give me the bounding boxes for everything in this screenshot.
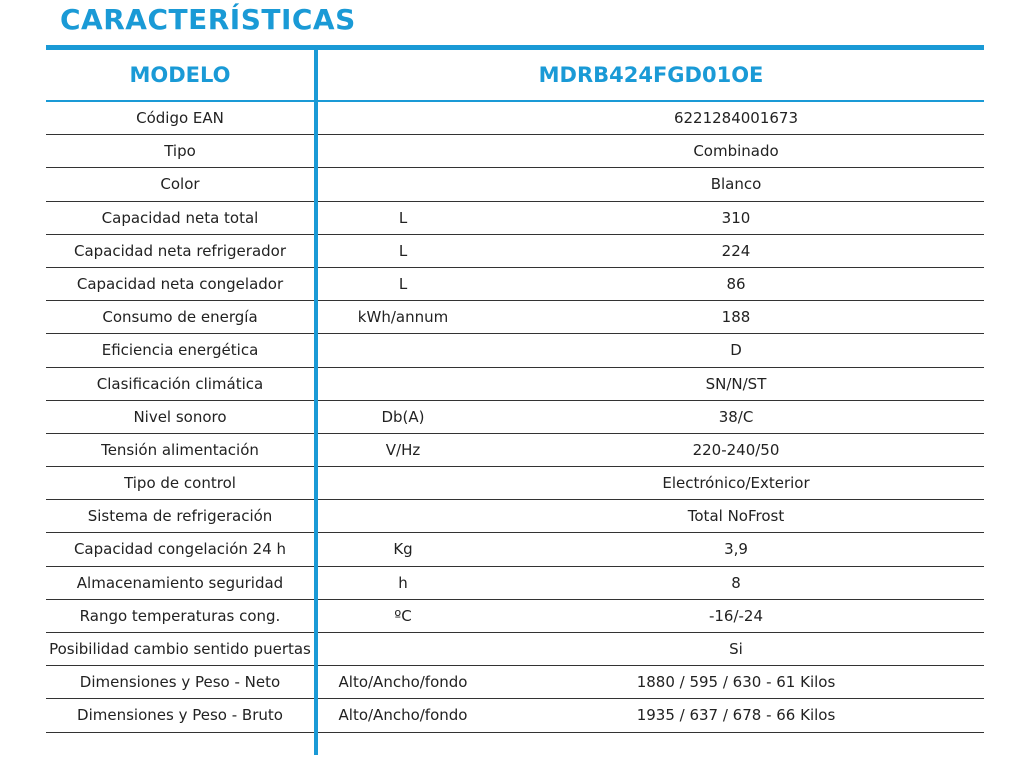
- spec-value: SN/N/ST: [705, 374, 767, 393]
- spec-value: -16/-24: [708, 606, 764, 625]
- spec-value: 38/C: [718, 407, 754, 426]
- spec-label: Clasificación climática: [96, 374, 264, 393]
- spec-label: Código EAN: [136, 109, 224, 127]
- table-row: [46, 334, 984, 367]
- spec-unit: Kg: [393, 540, 413, 559]
- spec-unit: [318, 135, 488, 168]
- table-row: [46, 202, 984, 235]
- table-row: [46, 268, 984, 301]
- spec-table: [46, 102, 984, 733]
- spec-value: 6221284001673: [673, 109, 799, 127]
- spec-label: Capacidad neta congelador: [76, 274, 284, 293]
- spec-unit: kWh/annum: [357, 308, 449, 327]
- spec-unit: [318, 467, 488, 500]
- spec-unit: h: [398, 573, 408, 592]
- spec-value: Combinado: [693, 142, 779, 161]
- table-row: [46, 368, 984, 401]
- spec-value: 220-240/50: [692, 440, 780, 459]
- header-model-label: MODELO: [129, 63, 231, 87]
- spec-label: Consumo de energía: [102, 308, 258, 327]
- table-row: [46, 102, 984, 135]
- spec-unit: L: [398, 274, 408, 293]
- spec-value: 1935 / 637 / 678 - 66 Kilos: [636, 706, 836, 725]
- spec-value: 8: [731, 573, 741, 592]
- spec-value: 310: [721, 208, 751, 227]
- spec-label: Eficiencia energética: [101, 341, 259, 360]
- table-row: [46, 168, 984, 201]
- spec-unit: L: [398, 241, 408, 260]
- spec-value: D: [730, 341, 742, 360]
- spec-label: Posibilidad cambio sentido puertas: [49, 640, 311, 658]
- spec-value: Blanco: [710, 175, 762, 194]
- spec-unit: Alto/Ancho/fondo: [338, 706, 468, 725]
- spec-value: Total NoFrost: [687, 507, 785, 526]
- table-row: [46, 235, 984, 268]
- table-row: [46, 135, 984, 168]
- table-header: [46, 50, 984, 100]
- spec-unit: L: [398, 208, 408, 227]
- table-row: [46, 434, 984, 467]
- table-row: [46, 600, 984, 633]
- spec-label: Tipo: [164, 142, 196, 161]
- table-row: [46, 567, 984, 600]
- spec-label: Dimensiones y Peso - Bruto: [77, 706, 283, 725]
- table-row: [46, 533, 984, 566]
- header-model-value: MDRB424FGD01OE: [538, 63, 764, 87]
- spec-label: Nivel sonoro: [133, 407, 227, 426]
- spec-label: Capacidad neta refrigerador: [73, 241, 287, 260]
- spec-value: 3,9: [724, 540, 748, 559]
- spec-value: Si: [729, 640, 743, 658]
- spec-label: Capacidad neta total: [101, 208, 259, 227]
- spec-value: 86: [726, 274, 746, 293]
- spec-label: Sistema de refrigeración: [87, 507, 273, 526]
- spec-label: Tipo de control: [124, 474, 236, 493]
- column-divider: [314, 50, 318, 755]
- table-row: [46, 500, 984, 533]
- spec-unit: [318, 500, 488, 533]
- spec-value: 1880 / 595 / 630 - 61 Kilos: [636, 673, 836, 692]
- spec-unit: V/Hz: [385, 440, 421, 459]
- spec-label: Color: [160, 175, 200, 194]
- table-row: [46, 467, 984, 500]
- spec-unit: ºC: [394, 606, 412, 625]
- page-title: CARACTERÍSTICAS: [60, 3, 356, 36]
- spec-value: Electrónico/Exterior: [662, 474, 810, 493]
- spec-label: Tensión alimentación: [101, 440, 259, 459]
- spec-unit: [318, 168, 488, 201]
- spec-unit: Db(A): [381, 407, 425, 426]
- spec-label: Almacenamiento seguridad: [76, 573, 284, 592]
- table-row: [46, 699, 984, 732]
- spec-unit: [318, 368, 488, 401]
- spec-unit: Alto/Ancho/fondo: [338, 673, 468, 692]
- spec-value: 224: [721, 241, 751, 260]
- table-row: [46, 301, 984, 334]
- spec-value: 188: [721, 308, 751, 327]
- spec-label: Dimensiones y Peso - Neto: [79, 673, 281, 692]
- spec-unit: [318, 102, 488, 135]
- table-row: [46, 401, 984, 434]
- table-row: [46, 666, 984, 699]
- spec-unit: [318, 633, 488, 666]
- spec-unit: [318, 334, 488, 367]
- spec-label: Capacidad congelación 24 h: [73, 540, 287, 559]
- spec-label: Rango temperaturas cong.: [79, 606, 281, 625]
- table-row: [46, 633, 984, 666]
